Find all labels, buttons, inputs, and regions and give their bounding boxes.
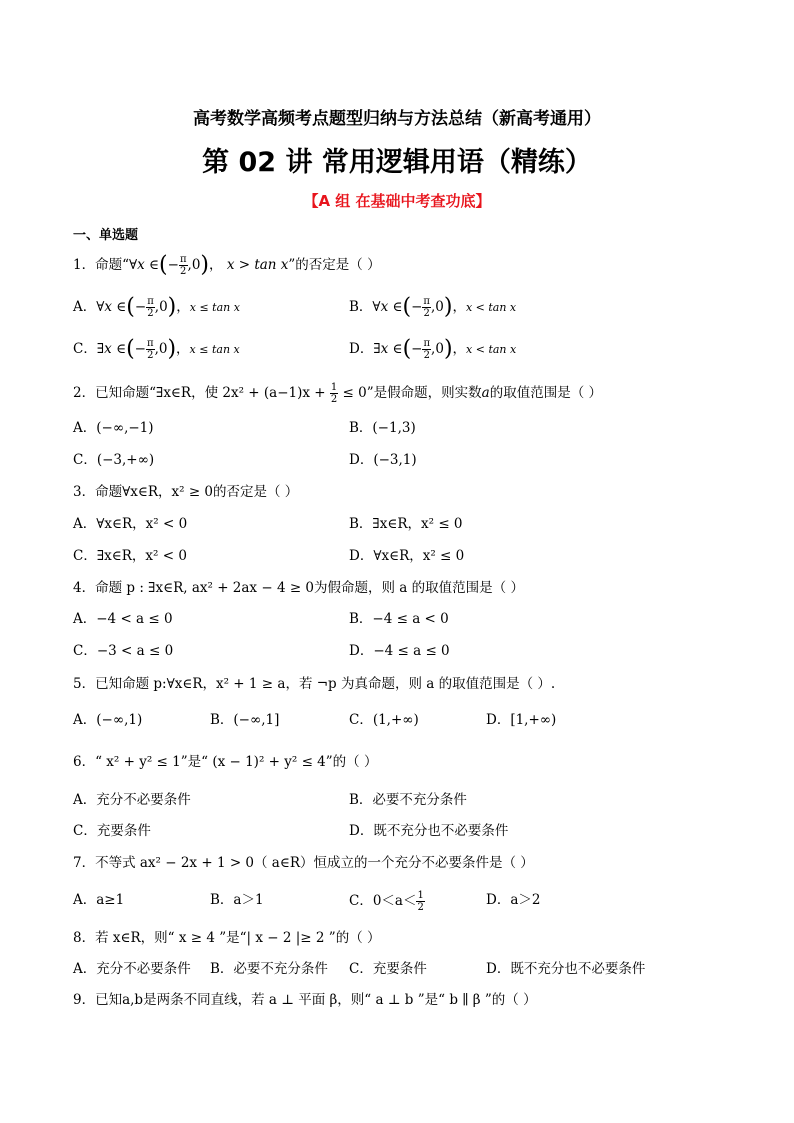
q1-option-a[interactable]: A．∀x ∈(− $\frac{\pi}{2}$ ,0)，x ≤ tan x [73,294,240,320]
question-2-stem: 2．已知命题“∃x∈R，使 2x² + (a−1)x + $\frac{1}{2}$ ≤ 0”是假命题，则实数a的取值范围是（ ） [73,382,603,405]
q8-option-a[interactable]: A．充分不必要条件 [73,961,191,977]
q2-option-a[interactable]: A．(−∞,−1) [73,420,154,436]
question-4-stem: 4．命题 p : ∃x∈R, ax² + 2ax − 4 ≥ 0为假命题，则 a 的取值范围是（ ） [73,580,524,596]
question-6-stem: 6．“ x² + y² ≤ 1”是“ (x − 1)² + y² ≤ 4”的（ ） [73,754,378,770]
q5-option-d[interactable]: D．[1,+∞) [486,712,557,728]
q5-option-a[interactable]: A．(−∞,1) [73,712,143,728]
one-half: $\frac{1}{2}$ [330,382,338,405]
q7-option-a[interactable]: A．a≥1 [73,892,125,908]
q4-option-c[interactable]: C．−3 < a ≤ 0 [73,643,174,659]
pi-over-2: $\frac{\pi}{2}$ [179,254,187,277]
q4-option-d[interactable]: D．−4 ≤ a ≤ 0 [349,643,450,659]
q3-option-d[interactable]: D．∀x∈R，x² ≤ 0 [349,548,465,564]
q6-option-a[interactable]: A．充分不必要条件 [73,792,191,808]
q7-option-b[interactable]: B．a＞1 [210,892,264,908]
question-5-stem: 5．已知命题 p:∀x∈R，x² + 1 ≥ a，若 ¬p 为真命题，则 a 的取值范围是（ ）. [73,676,556,692]
q1-option-c[interactable]: C．∃x ∈(− $\frac{\pi}{2}$ ,0)，x ≤ tan x [73,336,240,362]
document-title: 高考数学高频考点题型归纳与方法总结（新高考通用） [193,109,601,129]
lecture-title: 第 02 讲 常用逻辑用语（精练） [202,147,592,178]
q5-option-c[interactable]: C．(1,+∞) [349,712,419,728]
q1-option-b[interactable]: B．∀x ∈(− $\frac{\pi}{2}$ ,0)，x < tan x [349,294,517,320]
q6-option-b[interactable]: B．必要不充分条件 [349,792,467,808]
q3-option-b[interactable]: B．∃x∈R，x² ≤ 0 [349,516,463,532]
q8-option-c[interactable]: C．充要条件 [349,961,427,977]
question-7-stem: 7．不等式 ax² − 2x + 1 > 0（ a∈R）恒成立的一个充分不必要条件是（ ） [73,855,534,871]
q1-option-d[interactable]: D．∃x ∈(− $\frac{\pi}{2}$ ,0)，x < tan x [349,336,517,362]
q7-option-d[interactable]: D．a＞2 [486,892,541,908]
q6-option-d[interactable]: D．既不充分也不必要条件 [349,823,509,839]
question-9-stem: 9．已知a,b是两条不同直线，若 a ⊥ 平面 β，则“ a ⊥ b ”是“ b ∥ β ”的（ ） [73,992,537,1008]
q3-option-a[interactable]: A．∀x∈R，x² < 0 [73,516,188,532]
q4-option-b[interactable]: B．−4 ≤ a < 0 [349,611,449,627]
q4-option-a[interactable]: A．−4 < a ≤ 0 [73,611,173,627]
question-3-stem: 3．命题∀x∈R，x² ≥ 0的否定是（ ） [73,484,299,500]
question-8-stem: 8．若 x∈R，则“ x ≥ 4 ”是“| x − 2 |≥ 2 ”的（ ） [73,930,381,946]
section-heading: 一、单选题 [73,228,139,243]
q8-option-d[interactable]: D．既不充分也不必要条件 [486,961,646,977]
q6-option-c[interactable]: C．充要条件 [73,823,151,839]
q5-option-b[interactable]: B．(−∞,1] [210,712,280,728]
group-heading: 【A 组 在基础中考查功底】 [303,192,491,210]
question-1-stem: 1．命题“∀x ∈(− $\frac{\pi}{2}$ ,0)， x > tan x”的否定是（ ） [73,252,381,278]
q8-option-b[interactable]: B．必要不充分条件 [210,961,328,977]
q2-option-c[interactable]: C．(−3,+∞) [73,452,155,468]
q2-option-b[interactable]: B．(−1,3) [349,420,416,436]
q3-option-c[interactable]: C．∃x∈R，x² < 0 [73,548,187,564]
q7-option-c[interactable]: C．0＜a＜ $\frac{1}{2}$ [349,890,424,913]
q2-option-d[interactable]: D．(−3,1) [349,452,417,468]
